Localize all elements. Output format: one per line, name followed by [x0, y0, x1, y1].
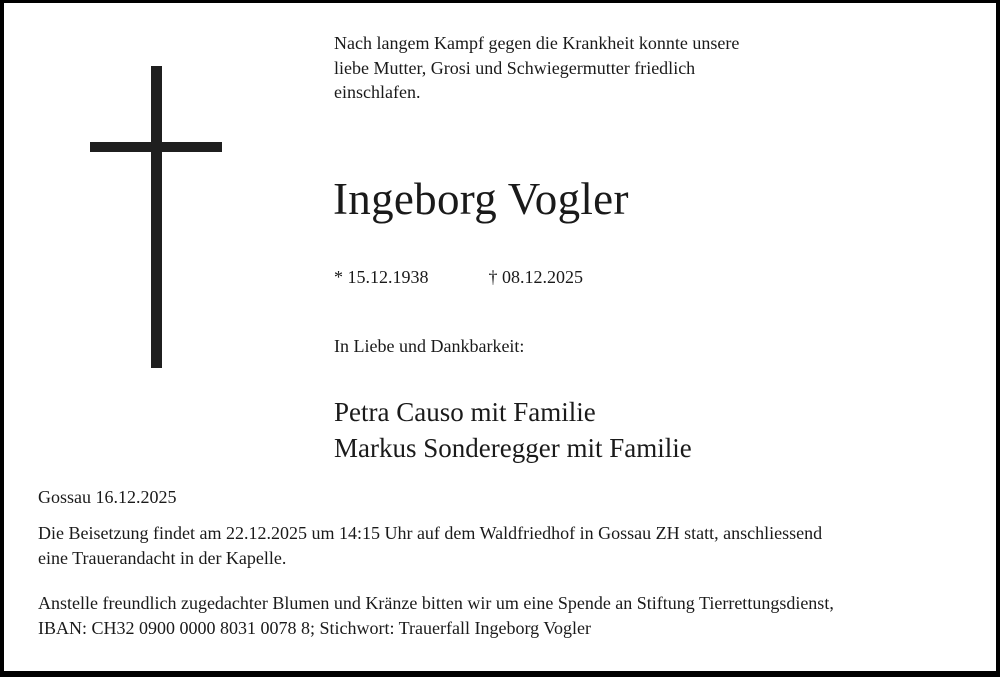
obituary-card	[4, 3, 996, 671]
donation-line: Anstelle freundlich zugedachter Blumen und Kränze bitten wir um eine Spende an Stiftung Tierrettungsdienst,	[38, 593, 834, 613]
birth-date: * 15.12.1938	[334, 267, 429, 287]
cross-vertical-bar	[151, 66, 162, 368]
cross-horizontal-bar	[90, 142, 222, 152]
mourner-family: Petra Causo mit Familie	[334, 397, 596, 427]
funeral-line: eine Trauerandacht in der Kapelle.	[38, 547, 287, 568]
intro-line: einschlafen.	[334, 82, 421, 102]
donation-info	[38, 591, 983, 640]
deceased-name: Ingeborg Vogler	[333, 174, 629, 224]
funeral-line: Die Beisetzung findet am 22.12.2025 um 14:15 Uhr auf dem Waldfriedhof in Gossau ZH statt, anschliessend	[38, 523, 823, 543]
place-date: Gossau 16.12.2025	[38, 487, 177, 507]
donation-line: IBAN: CH32 0900 0000 8031 0078 8; Stichwort: Trauerfall Ingeborg Vogler	[38, 617, 591, 638]
intro-line: Nach langem Kampf gegen die Krankheit konnte unsere	[334, 33, 740, 53]
funeral-info	[38, 521, 968, 570]
mourner-family: Markus Sonderegger mit Familie	[334, 433, 692, 463]
mourners-heading: In Liebe und Dankbarkeit:	[334, 336, 525, 356]
death-date: † 08.12.2025	[488, 267, 583, 287]
mourners-list	[334, 394, 692, 466]
life-dates	[334, 265, 583, 289]
intro-line: liebe Mutter, Grosi und Schwiegermutter friedlich	[334, 57, 696, 78]
intro-text	[334, 31, 854, 105]
cross-icon	[90, 66, 222, 370]
